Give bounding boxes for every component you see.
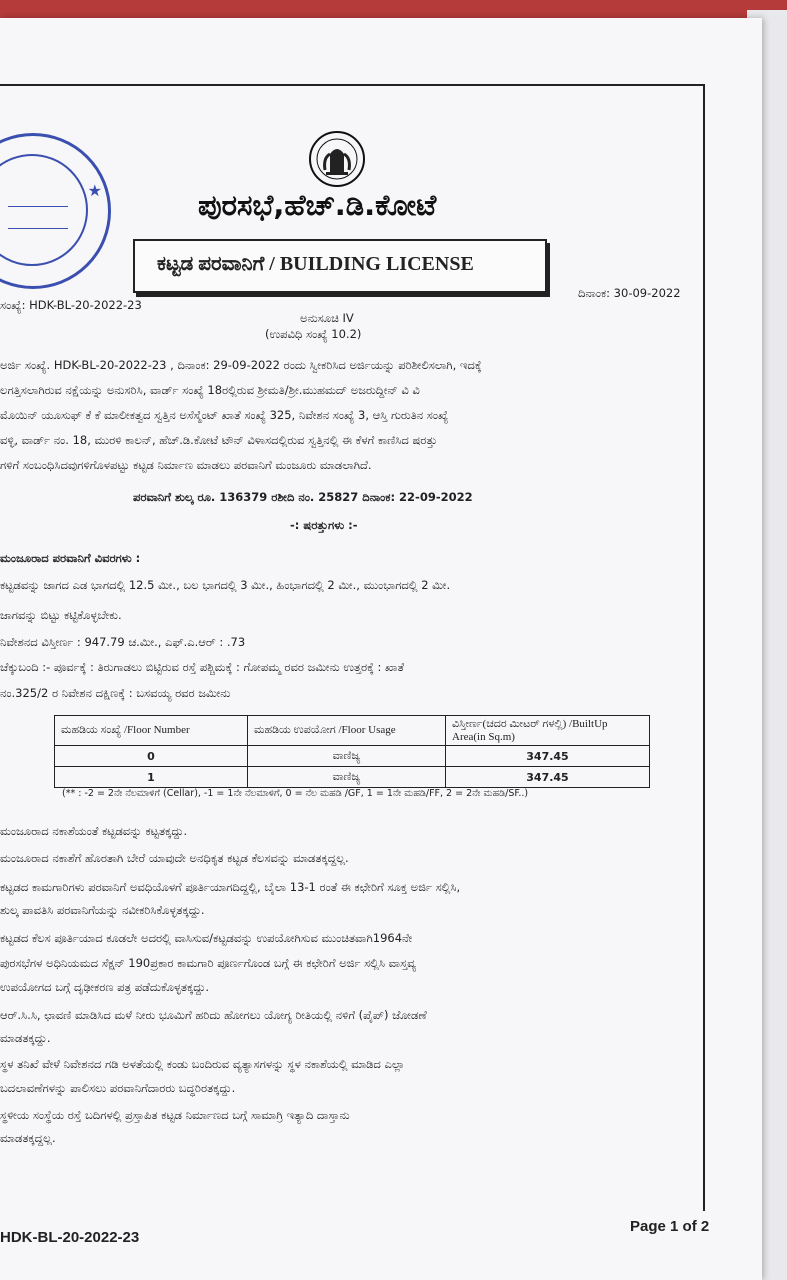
condition-line: ಪುರಸಭೆಗಳ ಅಧಿನಿಯಮದ ಸೆಕ್ಷನ್ 190ಪ್ರಕಾರ ಕಾಮಗಾರಿ ಪೂರ್ಣಗೊಂಡ ಬಗ್ಗೆ ಈ ಕಛೇರಿಗೆ ಅರ್ಜಿ ಸಲ್ಲಿಸಿ ವಾಸ್ತವ್ಯ bbox=[0, 956, 417, 970]
condition-line: ಶುಲ್ಕ ಪಾವತಿಸಿ ಪರವಾನಿಗೆಯನ್ನು ನವೀಕರಿಸಿಕೊಳ್ಳತಕ್ಕದ್ದು. bbox=[0, 903, 205, 917]
floor-usage-cell: ವಾಣಿಜ್ಯ bbox=[248, 767, 446, 788]
floor-number-cell: 0 bbox=[55, 746, 248, 767]
intro-line: ವಳ್ಳಿ, ವಾರ್ಡ್ ನಂ. 18, ಮುರಳಿ ಕಾಲನ್, ಹೆಚ್.ಡಿ.ಕೋಟೆ ಟೌನ್ ವಿಳಾಸದಲ್ಲಿರುವ ಸ್ವತ್ತಿನಲ್ಲಿ ಈ ಕೆಳಗೆ ಕಾಣಿಸಿದ ಷರತ್ತು bbox=[0, 433, 438, 447]
condition-line: ಬದಲಾವಣೆಗಳನ್ನು ಪಾಲಿಸಲು ಪರವಾನಿಗೆದಾರರು ಬದ್ಧರಿರತಕ್ಕದ್ದು. bbox=[0, 1081, 236, 1095]
condition-line: ಸ್ಥಳೀಯ ಸಂಸ್ಥೆಯ ರಸ್ತೆ ಬದಿಗಳಲ್ಲಿ ಪ್ರಸ್ತಾಪಿತ ಕಟ್ಟಡ ನಿರ್ಮಾಣದ ಬಗ್ಗೆ ಸಾಮಾಗ್ರಿ ಇತ್ಯಾದಿ ದಾಸ್ತಾನು bbox=[0, 1108, 350, 1122]
table-header-row bbox=[55, 716, 650, 746]
floor-usage-cell: ವಾಣಿಜ್ಯ bbox=[248, 746, 446, 767]
karnataka-emblem-icon bbox=[308, 130, 366, 188]
office-name: ಪುರಸಭೆ,ಹೆಚ್.ಡಿ.ಕೋಟೆ bbox=[198, 188, 437, 222]
details-line: ಚೆಕ್ಕುಬಂದಿ :- ಪೂರ್ವಕ್ಕೆ : ತಿರುಗಾಡಲು ಬಿಟ್ಟಿರುವ ರಸ್ತೆ ಪಶ್ಚಿಮಕ್ಕೆ : ಗೋಪಮ್ಮ ರವರ ಜಮೀನು ಉತ್ತರಕ್ಕೆ : ಖಾತೆ bbox=[0, 660, 405, 674]
conditions-heading: -: ಷರತ್ತುಗಳು :- bbox=[290, 518, 358, 532]
approved-details-heading: ಮಂಜೂರಾದ ಪರವಾನಿಗೆ ವಿವರಗಳು : bbox=[0, 551, 141, 565]
details-line: ನಂ.325/2 ರ ನಿವೇಶನ ದಕ್ಷಿಣಕ್ಕೆ : ಬಸವಯ್ಯ ರವರ ಜಮೀನು bbox=[0, 686, 231, 700]
details-line: ಕಟ್ಟಡವನ್ನು ಜಾಗದ ಎಡ ಭಾಗದಲ್ಲಿ 12.5 ಮೀ., ಬಲ ಭಾಗದಲ್ಲಿ 3 ಮೀ., ಹಿಂಭಾಗದಲ್ಲಿ 2 ಮೀ., ಮುಂಭಾಗದಲ್ಲಿ 2 ಮೀ. bbox=[0, 578, 451, 592]
intro-line: ಅರ್ಜಿ ಸಂಖ್ಯೆ. HDK-BL-20-2022-23 , ದಿನಾಂಕ: 29-09-2022 ರಂದು ಸ್ವೀಕರಿಸಿದ ಅರ್ಜಿಯನ್ನು ಪರಿಶೀಲಿಸಲಾಗಿ, ಇದಕ್ಕೆ bbox=[0, 358, 482, 372]
column-header-floor-number: ಮಹಡಿಯ ಸಂಖ್ಯೆ /Floor Number bbox=[55, 716, 248, 746]
seal-star-icon: ★ bbox=[87, 181, 102, 200]
column-header-floor-usage: ಮಹಡಿಯ ಉಪಯೋಗ /Floor Usage bbox=[248, 716, 446, 746]
condition-line: ಮಂಜೂರಾದ ನಕಾಶೆಗೆ ಹೊರತಾಗಿ ಬೇರೆ ಯಾವುದೇ ಅನಧಿಕೃತ ಕಟ್ಟಡ ಕೆಲಸವನ್ನು ಮಾಡತಕ್ಕದ್ದಲ್ಲ. bbox=[0, 851, 349, 865]
license-number: ಸಂಖ್ಯೆ: HDK-BL-20-2022-23 bbox=[0, 298, 142, 312]
condition-line: ಮಾಡತಕ್ಕದ್ದು. bbox=[0, 1031, 51, 1045]
intro-line: ಮೊಯಿನ್ ಯೂಸುಫ್ ಕೆ ಕೆ ಮಾಲೀಕತ್ವದ ಸ್ವತ್ತಿನ ಅಸೆಸ್ಮೆಂಟ್ ಖಾತೆ ಸಂಖ್ಯೆ 325, ನಿವೇಶನ ಸಂಖ್ಯೆ 3, ಆಸ್ತಿ ಗುರುತಿನ ಸಂಖ್ಯೆ bbox=[0, 408, 449, 422]
column-header-builtup-area: ವಿಸ್ತೀರ್ಣ(ಚದರ ಮೀಟರ್ ಗಳಲ್ಲಿ) /BuiltUp Area(in Sq.m) bbox=[446, 716, 650, 746]
details-line: ನಿವೇಶನದ ವಿಸ್ತೀರ್ಣ : 947.79 ಚ.ಮೀ., ಎಫ್.ಎ.ಆರ್ : .73 bbox=[0, 635, 246, 649]
details-line: ಜಾಗವನ್ನು ಬಿಟ್ಟು ಕಟ್ಟಿಕೊಳ್ಳಬೇಕು. bbox=[0, 608, 122, 622]
builtup-area-cell: 347.45 bbox=[446, 767, 650, 788]
condition-line: ಮಾಡತಕ್ಕದ್ದಲ್ಲ. bbox=[0, 1131, 56, 1145]
condition-line: ಸ್ಥಳ ತನಿಖೆ ವೇಳೆ ನಿವೇಶನದ ಗಡಿ ಅಳತೆಯಲ್ಲಿ ಕಂಡು ಬಂದಿರುವ ವ್ಯತ್ಯಾಸಗಳನ್ನು ಸ್ಥಳ ನಕಾಶೆಯಲ್ಲಿ ಮಾಡಿದ ಎಲ್ಲಾ bbox=[0, 1057, 405, 1071]
license-date: ದಿನಾಂಕ: 30-09-2022 bbox=[578, 286, 681, 300]
page-number: Page 1 of 2 bbox=[630, 1218, 710, 1235]
builtup-area-cell: 347.45 bbox=[446, 746, 650, 767]
condition-line: ಆರ್.ಸಿ.ಸಿ, ಛಾವಣಿ ಮಾಡಿಸಿದ ಮಳೆ ನೀರು ಭೂಮಿಗೆ ಹರಿದು ಹೋಗಲು ಯೋಗ್ಯ ರೀತಿಯಲ್ಲಿ ನಳಿಗೆ (ಪೈಪ್) ಜೋಡಣೆ bbox=[0, 1008, 427, 1022]
fee-line: ಪರವಾನಿಗೆ ಶುಲ್ಕ ರೂ. 136379 ರಶೀದಿ ನಂ. 25827 ದಿನಾಂಕ: 22-09-2022 bbox=[133, 490, 473, 504]
intro-line: ಲಗತ್ತಿಸಲಾಗಿರುವ ನಕ್ಷೆಯನ್ನು ಅನುಸರಿಸಿ, ವಾರ್ಡ್ ಸಂಖ್ಯೆ 18ರಲ್ಲಿರುವ ಶ್ರೀಮತಿ/ಶ್ರೀ.ಮುಹಮದ್ ಅಜರುದ್ದೀನ್ ವಿ ವಿ bbox=[0, 383, 420, 397]
intro-line: ಗಳಿಗೆ ಸಂಬಂಧಿಸಿದವುಗಳಿಗೊಳಪಟ್ಟು ಕಟ್ಟಡ ನಿರ್ಮಾಣ ಮಾಡಲು ಪರವಾನಿಗೆ ಮಂಜೂರು ಮಾಡಲಾಗಿದೆ. bbox=[0, 458, 372, 472]
footer-reference: HDK-BL-20-2022-23 bbox=[0, 1229, 140, 1246]
table-row bbox=[55, 767, 650, 788]
rule-label: (ಉಪವಿಧಿ ಸಂಖ್ಯೆ 10.2) bbox=[265, 327, 362, 341]
floor-number-cell: 1 bbox=[55, 767, 248, 788]
license-title: ಕಟ್ಟಡ ಪರವಾನಿಗೆ / BUILDING LICENSE bbox=[157, 253, 474, 275]
table-row bbox=[55, 746, 650, 767]
license-title-box bbox=[133, 239, 547, 293]
condition-line: ಉಪಯೋಗದ ಬಗ್ಗೆ ದೃಢೀಕರಣ ಪತ್ರ ಪಡೆದುಕೊಳ್ಳತಕ್ಕದ್ದು. bbox=[0, 980, 210, 994]
license-document bbox=[0, 18, 762, 1280]
condition-line: ಕಟ್ಟಡದ ಕೆಲಸ ಪೂರ್ತಿಯಾದ ಕೂಡಲೇ ಅದರಲ್ಲಿ ವಾಸಿಸುವ/ಕಟ್ಟಡವನ್ನು ಉಪಯೋಗಿಸುವ ಮುಂಚಿತವಾಗಿ1964ನೇ bbox=[0, 931, 413, 945]
floor-area-table bbox=[54, 715, 650, 788]
condition-line: ಕಟ್ಟಡದ ಕಾಮಗಾರಿಗಳು ಪರವಾನಿಗೆ ಅವಧಿಯೊಳಗೆ ಪೂರ್ತಿಯಾಗದಿದ್ದಲ್ಲಿ, ಬೈಲಾ 13-1 ರಂತೆ ಈ ಕಛೇರಿಗೆ ಸೂಕ್ತ ಅರ್ಜಿ ಸಲ್ಲಿಸಿ, bbox=[0, 880, 461, 894]
schedule-label: ಅನುಸೂಚಿ IV bbox=[300, 311, 354, 325]
condition-line: ಮಂಜೂರಾದ ನಕಾಶೆಯಂತೆ ಕಟ್ಟಡವನ್ನು ಕಟ್ಟತಕ್ಕದ್ದು. bbox=[0, 824, 188, 838]
table-footnote: (** : -2 = 2ನೇ ನೆಲಮಾಳಿಗೆ (Cellar), -1 = 1ನೇ ನೆಲಮಾಳಿಗೆ, 0 = ನೆಲ ಮಹಡಿ /GF, 1 = 1ನೇ ಮಹಡಿ/FF, 2 = 2ನೇ ಮಹಡಿ/SF..) bbox=[62, 788, 529, 799]
